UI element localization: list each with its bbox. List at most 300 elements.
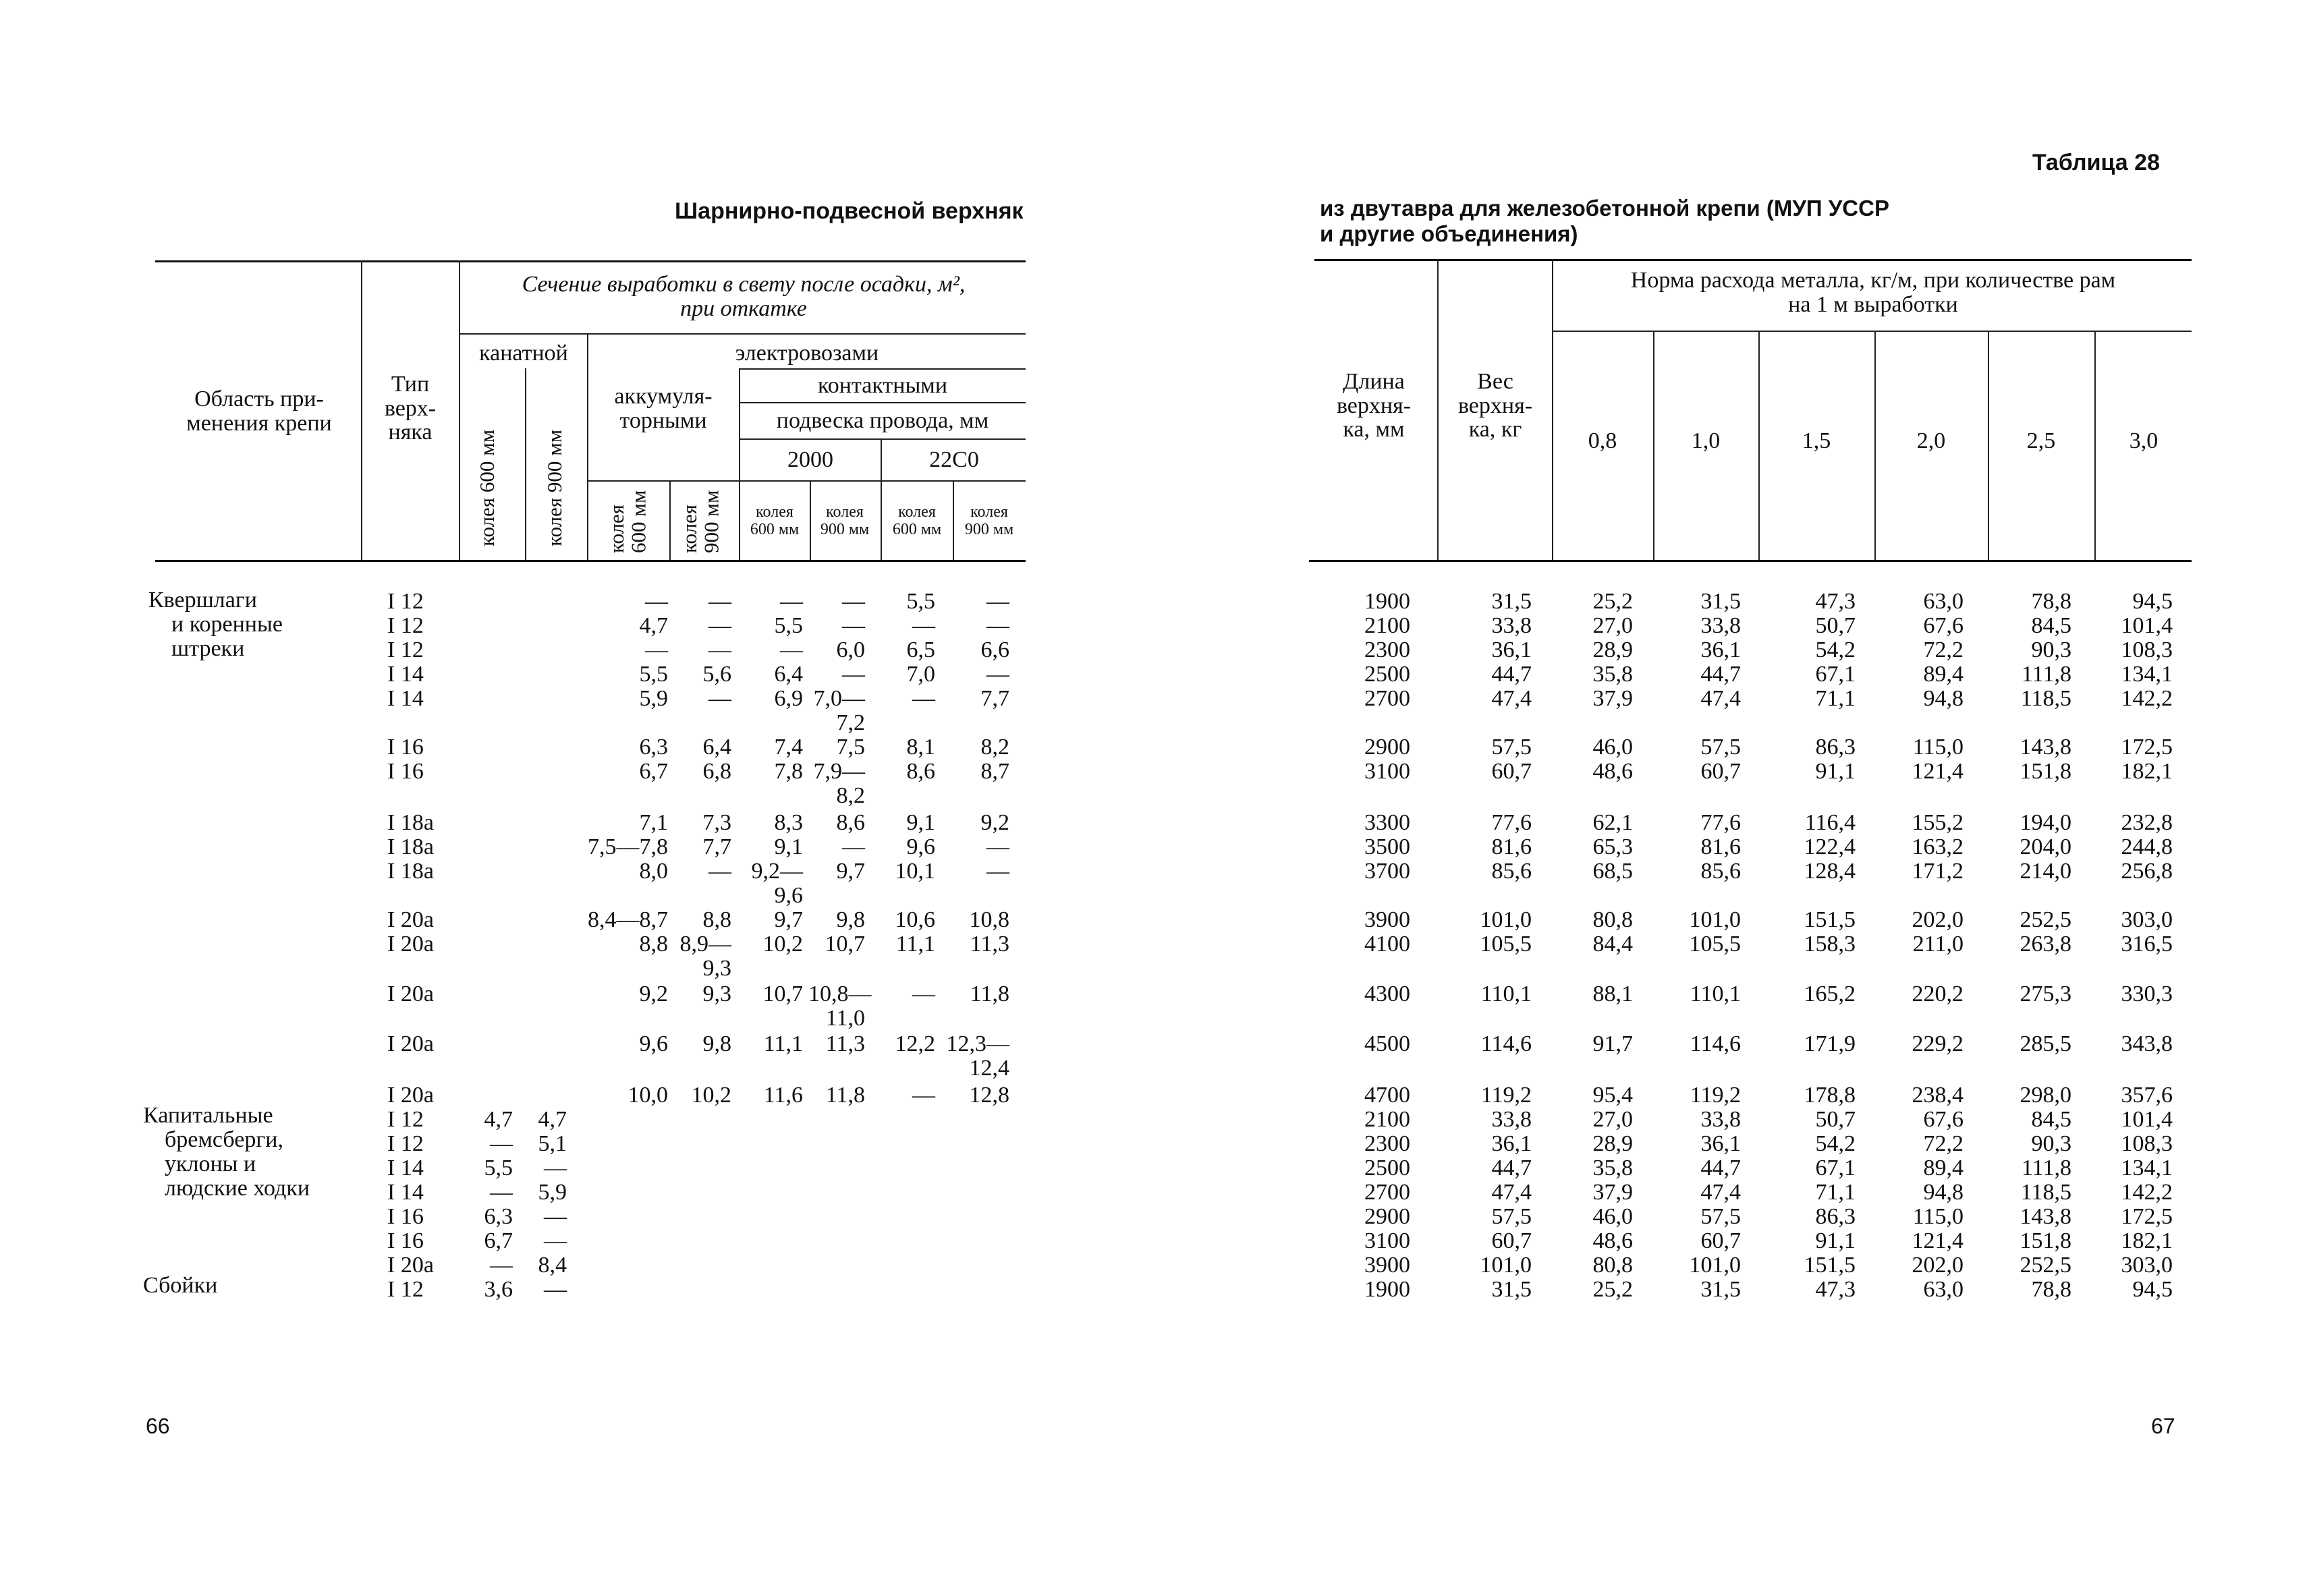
norm-cell: 91,7 — [1592, 1031, 1633, 1056]
norm-cell: 238,4 — [1912, 1083, 1964, 1108]
electric-cell: 11,1 — [895, 932, 935, 957]
norm-cell: 62,1 — [1592, 810, 1633, 835]
header-section-line: Сечение выработки в свету после осадки, м², — [522, 272, 966, 297]
header-battery-600-line: 600 мм — [626, 490, 650, 553]
rope-900-cell: — — [544, 1204, 567, 1229]
electric-cell: 6,4 — [774, 662, 803, 687]
header-battery-line: аккумуля- — [614, 384, 713, 409]
electric-cell: — — [986, 662, 1009, 687]
electric-cell: 11,8 — [825, 1083, 865, 1108]
norm-cell: 85,6 — [1700, 859, 1741, 884]
type-cell: I 20а — [387, 1253, 434, 1278]
norm-cell: 48,6 — [1592, 759, 1633, 784]
norm-cell: 343,8 — [2121, 1031, 2173, 1056]
header-gauge-600: колея 600 мм — [475, 429, 499, 546]
electric-cell: 6,9 — [774, 686, 803, 711]
frame-count-header: 2,0 — [1916, 428, 1946, 453]
norm-cell: 114,6 — [1690, 1031, 1741, 1056]
header-area-line: Область при- — [194, 387, 324, 411]
length-cell: 3900 — [1364, 907, 1410, 932]
type-cell: I 14 — [387, 686, 424, 711]
norm-cell: 60,7 — [1700, 759, 1741, 784]
norm-cell: 172,5 — [2121, 1204, 2173, 1229]
norm-cell: 47,3 — [1815, 1277, 1856, 1302]
electric-cell: 10,1 — [895, 859, 935, 884]
norm-cell: 48,6 — [1592, 1228, 1633, 1253]
electric-cell: 10,8— — [808, 981, 872, 1006]
length-cell: 2500 — [1364, 1156, 1410, 1180]
electric-cell: — — [912, 981, 935, 1006]
header-weight — [1440, 370, 1551, 442]
norm-cell: 111,8 — [2022, 662, 2071, 687]
vline-rope-mid — [525, 368, 526, 560]
header-2200-900-line: 900 мм — [964, 521, 1014, 539]
norm-cell: 91,1 — [1815, 1228, 1856, 1253]
type-cell: I 20а — [387, 907, 434, 932]
electric-cell: 11,8 — [970, 981, 1009, 1006]
electric-cell: 8,8 — [702, 907, 731, 932]
frame-count-header: 1,0 — [1691, 428, 1721, 453]
electric-cell: 11,1 — [763, 1031, 803, 1056]
frame-count-header: 1,5 — [1802, 428, 1831, 453]
norm-cell: 90,3 — [2031, 1131, 2071, 1156]
norm-cell: 330,3 — [2121, 981, 2173, 1006]
electric-cell: 9,6 — [774, 883, 803, 908]
area-label: Сбойки — [143, 1273, 218, 1298]
header-rope: канатной — [479, 341, 568, 366]
norm-cell: 151,5 — [1804, 907, 1856, 932]
norm-cell: 72,2 — [1923, 637, 1964, 662]
electric-cell: — — [708, 859, 731, 884]
electric-cell: 10,7 — [825, 932, 865, 957]
rule-under-2000 — [739, 480, 1026, 482]
electric-cell: — — [780, 637, 803, 662]
norm-cell: 142,2 — [2121, 1180, 2173, 1205]
weight-cell: 85,6 — [1491, 859, 1532, 884]
norm-cell: 63,0 — [1923, 1277, 1964, 1302]
norm-cell: 46,0 — [1592, 1204, 1633, 1229]
norm-cell: 84,5 — [2031, 613, 2071, 638]
norm-cell: 151,8 — [2020, 759, 2071, 784]
length-cell: 2300 — [1364, 637, 1410, 662]
electric-cell: 6,6 — [980, 637, 1009, 662]
rope-600-cell: 6,7 — [484, 1228, 513, 1253]
electric-cell: 9,8 — [836, 907, 865, 932]
type-cell: I 18а — [387, 834, 434, 859]
norm-cell: 78,8 — [2031, 1277, 2071, 1302]
electric-cell: 12,4 — [969, 1056, 1009, 1081]
norm-cell: 71,1 — [1815, 686, 1856, 711]
header-2000-900 — [811, 503, 879, 539]
vline-type — [459, 260, 460, 560]
norm-cell: 80,8 — [1592, 907, 1633, 932]
norm-cell: 303,0 — [2121, 1253, 2173, 1278]
norm-cell: 110,1 — [1690, 981, 1741, 1006]
weight-cell: 47,4 — [1491, 1180, 1532, 1205]
electric-cell: 7,3 — [702, 810, 731, 835]
header-battery — [590, 384, 737, 432]
length-cell: 1900 — [1364, 589, 1410, 614]
electric-cell: 8,2 — [836, 783, 865, 808]
header-2000: 2000 — [787, 447, 833, 472]
electric-cell: 9,3 — [702, 981, 731, 1006]
header-length-line: ка, мм — [1343, 417, 1405, 443]
norm-cell: 95,4 — [1592, 1083, 1633, 1108]
norm-cell: 28,9 — [1592, 637, 1633, 662]
electric-cell: 9,1 — [774, 834, 803, 859]
electric-cell: 12,2 — [895, 1031, 935, 1056]
right-table-top-rule — [1314, 259, 2192, 261]
electric-cell: — — [708, 613, 731, 638]
rope-600-cell: — — [490, 1131, 513, 1156]
area-label: и коренные — [171, 612, 283, 637]
norm-cell: 94,5 — [2132, 1277, 2173, 1302]
norm-cell: 86,3 — [1815, 1204, 1856, 1229]
electric-cell: 6,3 — [639, 735, 668, 760]
weight-cell: 36,1 — [1491, 1131, 1532, 1156]
norm-cell: 47,4 — [1700, 1180, 1741, 1205]
electric-cell: 7,7 — [702, 834, 731, 859]
norm-cell: 105,5 — [1689, 932, 1741, 957]
norm-cell: 134,1 — [2121, 662, 2173, 687]
norm-cell: 47,3 — [1815, 589, 1856, 614]
type-cell: I 20а — [387, 1083, 434, 1108]
norm-cell: 263,8 — [2020, 932, 2071, 957]
electric-cell: — — [912, 613, 935, 638]
norm-cell: 63,0 — [1923, 589, 1964, 614]
electric-cell: 10,6 — [895, 907, 935, 932]
length-cell: 3300 — [1364, 810, 1410, 835]
type-cell: I 16 — [387, 1228, 424, 1253]
vline-2000 — [881, 438, 882, 560]
rope-600-cell: 4,7 — [484, 1107, 513, 1132]
electric-cell: 8,3 — [774, 810, 803, 835]
norm-cell: 65,3 — [1592, 834, 1633, 859]
header-battery-line: торными — [619, 407, 707, 433]
type-cell: I 12 — [387, 589, 424, 614]
norm-cell: 27,0 — [1592, 613, 1633, 638]
length-cell: 2500 — [1364, 662, 1410, 687]
norm-cell: 303,0 — [2121, 907, 2173, 932]
norm-cell: 115,0 — [1912, 735, 1964, 760]
electric-cell: 12,3— — [946, 1031, 1009, 1056]
weight-cell: 101,0 — [1480, 1253, 1532, 1278]
rope-900-cell: — — [544, 1277, 567, 1302]
norm-cell: 89,4 — [1923, 1156, 1964, 1180]
right-page-number: 67 — [2151, 1414, 2175, 1438]
electric-cell: 7,4 — [774, 735, 803, 760]
norm-cell: 84,4 — [1592, 932, 1633, 957]
electric-cell: 9,7 — [774, 907, 803, 932]
norm-cell: 178,8 — [1804, 1083, 1856, 1108]
electric-cell: 8,9— — [679, 932, 731, 957]
electric-cell: 4,7 — [639, 613, 668, 638]
header-2200: 22С0 — [929, 447, 979, 472]
header-gauge-900: колея 900 мм — [542, 429, 566, 546]
norm-cell: 67,6 — [1923, 1107, 1964, 1132]
norm-cell: 108,3 — [2121, 637, 2173, 662]
norm-cell: 50,7 — [1815, 1107, 1856, 1132]
norm-cell: 119,2 — [1690, 1083, 1741, 1108]
rope-900-cell: 5,9 — [538, 1180, 567, 1205]
area-label: людские ходки — [165, 1176, 310, 1201]
area-label: уклоны и — [165, 1151, 256, 1176]
weight-cell: 77,6 — [1491, 810, 1532, 835]
vline-length — [1437, 259, 1439, 560]
electric-cell: 9,6 — [639, 1031, 668, 1056]
header-type-line: Тип — [391, 372, 430, 397]
norm-cell: 182,1 — [2121, 759, 2173, 784]
norm-cell: 202,0 — [1912, 907, 1964, 932]
electric-cell: 7,9— — [813, 759, 865, 784]
header-wire: подвеска провода, мм — [776, 408, 989, 433]
norm-cell: 68,5 — [1592, 859, 1633, 884]
frame-count-header: 0,8 — [1588, 428, 1617, 453]
electric-cell: 6,8 — [702, 759, 731, 784]
weight-cell: 31,5 — [1491, 1277, 1532, 1302]
electric-cell: 9,2 — [639, 981, 668, 1006]
weight-cell: 114,6 — [1480, 1031, 1532, 1056]
area-label: бремсберги, — [165, 1127, 283, 1152]
length-cell: 3100 — [1364, 1228, 1410, 1253]
type-cell: I 20а — [387, 932, 434, 957]
left-page-title: Шарнирно-подвесной верхняк — [675, 198, 1024, 224]
norm-cell: 232,8 — [2121, 810, 2173, 835]
left-table-top-rule — [155, 260, 1026, 262]
norm-cell: 86,3 — [1815, 735, 1856, 760]
length-cell: 4300 — [1364, 981, 1410, 1006]
electric-cell: 9,7 — [836, 859, 865, 884]
norm-cell: 46,0 — [1592, 735, 1633, 760]
norm-cell: 122,4 — [1804, 834, 1856, 859]
norm-cell: 202,0 — [1912, 1253, 1964, 1278]
electric-cell: — — [645, 637, 668, 662]
type-cell: I 12 — [387, 1131, 424, 1156]
norm-cell: 72,2 — [1923, 1131, 1964, 1156]
rule-under-contact — [739, 402, 1026, 403]
rope-600-cell: 5,5 — [484, 1156, 513, 1180]
header-norm-line: на 1 м выработки — [1788, 291, 1958, 317]
norm-cell: 128,4 — [1804, 859, 1856, 884]
electric-cell: 10,7 — [762, 981, 803, 1006]
right-title-line: из двутавра для железобетонной крепи (МУП УССР — [1320, 196, 1889, 221]
header-2200-900-line: колея — [970, 503, 1008, 521]
norm-cell: 27,0 — [1592, 1107, 1633, 1132]
rule-under-section — [459, 333, 1026, 335]
electric-cell: 7,2 — [836, 710, 865, 735]
type-cell: I 14 — [387, 662, 424, 687]
area-label: Капитальные — [143, 1103, 273, 1128]
norm-cell: 155,2 — [1912, 810, 1964, 835]
header-length-line: Длина — [1343, 369, 1405, 394]
header-2000-600 — [741, 503, 808, 539]
electric-cell: 11,3 — [825, 1031, 865, 1056]
frame-count-header: 3,0 — [2129, 428, 2159, 453]
norm-cell: 88,1 — [1592, 981, 1633, 1006]
electric-cell: 7,0 — [906, 662, 935, 687]
norm-cell: 204,0 — [2020, 834, 2071, 859]
length-cell: 2100 — [1364, 1107, 1410, 1132]
vline-battery-mid — [669, 480, 671, 560]
norm-cell: 121,4 — [1912, 1228, 1964, 1253]
norm-cell: 71,1 — [1815, 1180, 1856, 1205]
electric-cell: 7,7 — [980, 686, 1009, 711]
table-label: Таблица 28 — [2032, 150, 2160, 175]
electric-cell: 9,1 — [906, 810, 935, 835]
type-cell: I 14 — [387, 1156, 424, 1180]
norm-cell: 50,7 — [1815, 613, 1856, 638]
norm-cell: 143,8 — [2020, 1204, 2071, 1229]
electric-cell: 8,6 — [836, 810, 865, 835]
right-page-title — [1320, 196, 1889, 247]
weight-cell: 44,7 — [1491, 1156, 1532, 1180]
electric-cell: — — [780, 589, 803, 614]
vline-weight — [1552, 259, 1553, 560]
electric-cell: — — [986, 613, 1009, 638]
norm-cell: 90,3 — [2031, 637, 2071, 662]
length-cell: 2900 — [1364, 1204, 1410, 1229]
header-battery-900 — [679, 465, 723, 553]
header-length-line: верхня- — [1336, 393, 1412, 418]
norm-cell: 134,1 — [2121, 1156, 2173, 1180]
electric-cell: 7,5 — [836, 735, 865, 760]
header-norm-line: Норма расхода металла, кг/м, при количестве рам — [1630, 268, 2116, 293]
norm-cell: 118,5 — [2020, 1180, 2071, 1205]
electric-cell: 10,8 — [969, 907, 1009, 932]
norm-cell: 101,4 — [2121, 613, 2173, 638]
norm-cell: 94,8 — [1923, 1180, 1964, 1205]
norm-cell: 57,5 — [1700, 735, 1741, 760]
electric-cell: — — [912, 686, 935, 711]
header-2200-600-line: колея — [898, 503, 936, 521]
norm-cell: 252,5 — [2020, 1253, 2071, 1278]
length-cell: 1900 — [1364, 1277, 1410, 1302]
right-table-header-bottom-rule — [1309, 560, 2192, 562]
norm-cell: 101,4 — [2121, 1107, 2173, 1132]
electric-cell: 8,1 — [906, 735, 935, 760]
area-label: штреки — [171, 636, 245, 661]
norm-cell: 275,3 — [2020, 981, 2071, 1006]
norm-cell: 33,8 — [1700, 613, 1741, 638]
type-cell: I 16 — [387, 735, 424, 760]
frame-count-header: 2,5 — [2026, 428, 2056, 453]
electric-cell: 10,2 — [691, 1083, 731, 1108]
electric-cell: 5,5 — [639, 662, 668, 687]
electric-cell: — — [645, 589, 668, 614]
norm-cell: 285,5 — [2020, 1031, 2071, 1056]
vline-rope — [587, 333, 588, 560]
electric-cell: 9,2— — [751, 859, 803, 884]
electric-cell: — — [842, 589, 865, 614]
length-cell: 4700 — [1364, 1083, 1410, 1108]
header-battery-600 — [606, 465, 650, 553]
electric-cell: — — [842, 834, 865, 859]
electric-cell: 7,1 — [639, 810, 668, 835]
norm-cell: 142,2 — [2121, 686, 2173, 711]
norm-cell: 31,5 — [1700, 1277, 1741, 1302]
header-battery-900-line: колея — [677, 504, 701, 553]
norm-cell: 44,7 — [1700, 1156, 1741, 1180]
vline-area — [361, 260, 362, 560]
norm-cell: 101,0 — [1689, 907, 1741, 932]
electric-cell: — — [986, 859, 1009, 884]
length-cell: 4500 — [1364, 1031, 1410, 1056]
length-cell: 2300 — [1364, 1131, 1410, 1156]
norm-cell: 84,5 — [2031, 1107, 2071, 1132]
norm-cell: 94,8 — [1923, 686, 1964, 711]
type-cell: I 12 — [387, 613, 424, 638]
rope-900-cell: 5,1 — [538, 1131, 567, 1156]
header-type-line: няка — [388, 420, 433, 445]
header-norm — [1555, 268, 2192, 316]
norm-cell: 36,1 — [1700, 637, 1741, 662]
header-electric: электровозами — [735, 341, 879, 366]
norm-cell: 77,6 — [1700, 810, 1741, 835]
rule-under-wire — [739, 438, 1026, 440]
electric-cell: 11,3 — [970, 932, 1009, 957]
area-label: Квершлаги — [148, 588, 258, 612]
electric-cell: 8,7 — [980, 759, 1009, 784]
norm-cell: 67,1 — [1815, 1156, 1856, 1180]
norm-cell: 28,9 — [1592, 1131, 1633, 1156]
electric-cell: 10,0 — [628, 1083, 668, 1108]
norm-cell: 163,2 — [1912, 834, 1964, 859]
header-type — [363, 372, 457, 445]
length-cell: 3700 — [1364, 859, 1410, 884]
electric-cell: 7,8 — [774, 759, 803, 784]
electric-cell: 5,6 — [702, 662, 731, 687]
left-page-number: 66 — [146, 1414, 170, 1438]
rope-900-cell: 8,4 — [538, 1253, 567, 1278]
weight-cell: 60,7 — [1491, 759, 1532, 784]
electric-cell: 7,0— — [813, 686, 865, 711]
header-2000-900-line: 900 мм — [820, 521, 870, 539]
length-cell: 2100 — [1364, 613, 1410, 638]
norm-cell: 44,7 — [1700, 662, 1741, 687]
norm-cell: 36,1 — [1700, 1131, 1741, 1156]
type-cell: I 12 — [387, 1107, 424, 1132]
norm-cell: 111,8 — [2022, 1156, 2071, 1180]
type-cell: I 20а — [387, 981, 434, 1006]
norm-cell: 298,0 — [2020, 1083, 2071, 1108]
electric-cell: 9,3 — [702, 956, 731, 981]
rule-under-electric — [739, 368, 1026, 370]
rope-900-cell: 4,7 — [538, 1107, 567, 1132]
header-length — [1312, 370, 1436, 442]
length-cell: 2700 — [1364, 1180, 1410, 1205]
right-title-line: и другие объединения) — [1320, 221, 1578, 246]
norm-cell: 121,4 — [1912, 759, 1964, 784]
header-section — [462, 273, 1026, 320]
type-cell: I 18а — [387, 810, 434, 835]
norm-cell: 316,5 — [2121, 932, 2173, 957]
norm-cell: 33,8 — [1700, 1107, 1741, 1132]
electric-cell: 6,7 — [639, 759, 668, 784]
electric-cell: 10,2 — [762, 932, 803, 957]
norm-cell: 116,4 — [1804, 810, 1856, 835]
electric-cell: 11,6 — [763, 1083, 803, 1108]
header-weight-line: ка, кг — [1468, 417, 1522, 443]
type-cell: I 18а — [387, 859, 434, 884]
norm-cell: 194,0 — [2020, 810, 2071, 835]
weight-cell: 33,8 — [1491, 613, 1532, 638]
weight-cell: 44,7 — [1491, 662, 1532, 687]
electric-cell: — — [708, 637, 731, 662]
norm-cell: 94,5 — [2132, 589, 2173, 614]
norm-cell: 357,6 — [2121, 1083, 2173, 1108]
norm-cell: 67,1 — [1815, 662, 1856, 687]
type-cell: I 16 — [387, 759, 424, 784]
